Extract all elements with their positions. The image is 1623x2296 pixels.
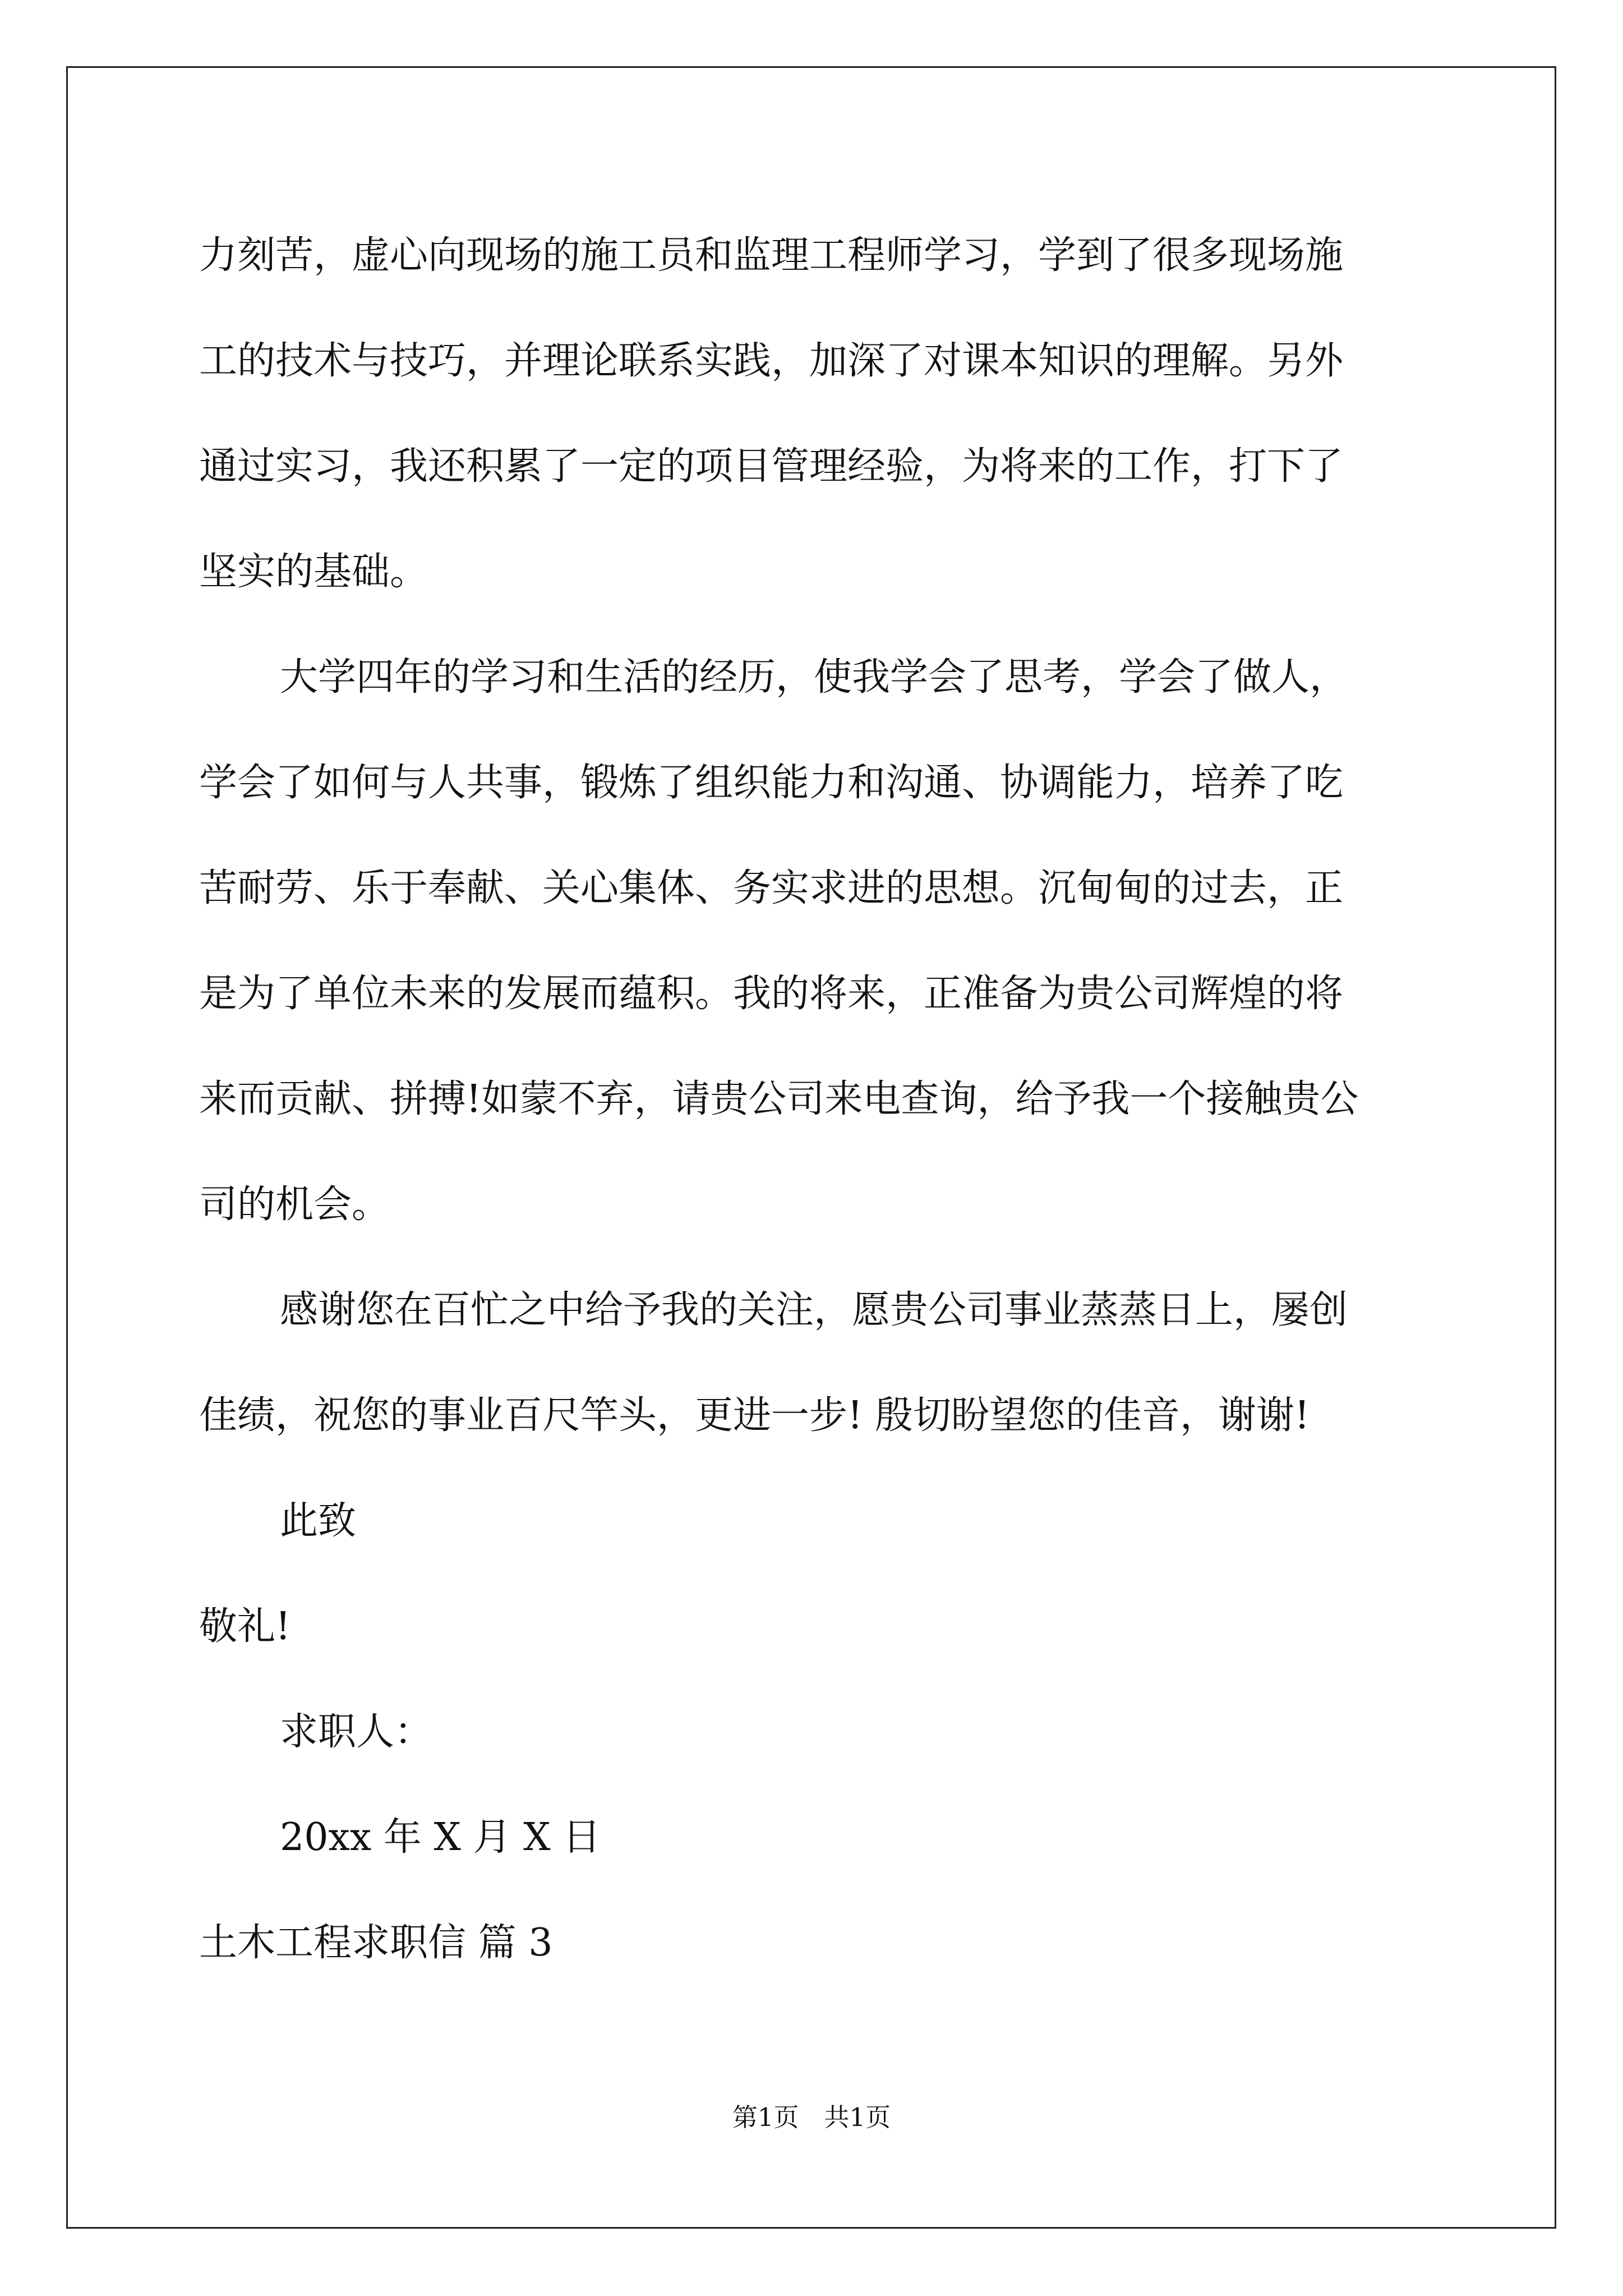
body-line: 通过实习，我还积累了一定的项目管理经验，为将来的工作，打下了 <box>199 444 1344 489</box>
body-line: 力刻苦，虚心向现场的施工员和监理工程师学习，学到了很多现场施 <box>199 233 1344 278</box>
body-line: 是为了单位未来的发展而蕴积。我的将来，正准备为贵公司辉煌的将 <box>199 972 1344 1016</box>
closing-salutation: 此致 <box>280 1499 357 1543</box>
letter-date: 20xx 年 X 月 X 日 <box>280 1815 601 1860</box>
page-footer: 第1页 共1页 <box>732 2102 891 2132</box>
body-line: 感谢您在百忙之中给予我的关注，愿贵公司事业蒸蒸日上，屡创 <box>280 1288 1348 1332</box>
body-line: 学会了如何与人共事，锻炼了组织能力和沟通、协调能力，培养了吃 <box>199 761 1344 805</box>
body-line: 司的机会。 <box>199 1182 390 1227</box>
body-line: 佳绩，祝您的事业百尺竿头，更进一步! 殷切盼望您的佳音，谢谢! <box>199 1393 1310 1438</box>
body-line: 工的技术与技巧，并理论联系实践，加深了对课本知识的理解。另外 <box>199 339 1344 383</box>
body-line: 坚实的基础。 <box>199 550 428 594</box>
body-line: 苦耐劳、乐于奉献、关心集体、务实求进的思想。沉甸甸的过去，正 <box>199 866 1344 910</box>
closing-regards: 敬礼! <box>199 1604 291 1649</box>
document-body <box>199 203 1424 1996</box>
body-line: 大学四年的学习和生活的经历，使我学会了思考，学会了做人， <box>280 655 1348 700</box>
applicant-label: 求职人： <box>280 1710 433 1754</box>
section-heading: 土木工程求职信 篇 3 <box>199 1921 553 1965</box>
body-line: 来而贡献、拼搏!如蒙不弃，请贵公司来电查询，给予我一个接触贵公 <box>199 1077 1359 1121</box>
